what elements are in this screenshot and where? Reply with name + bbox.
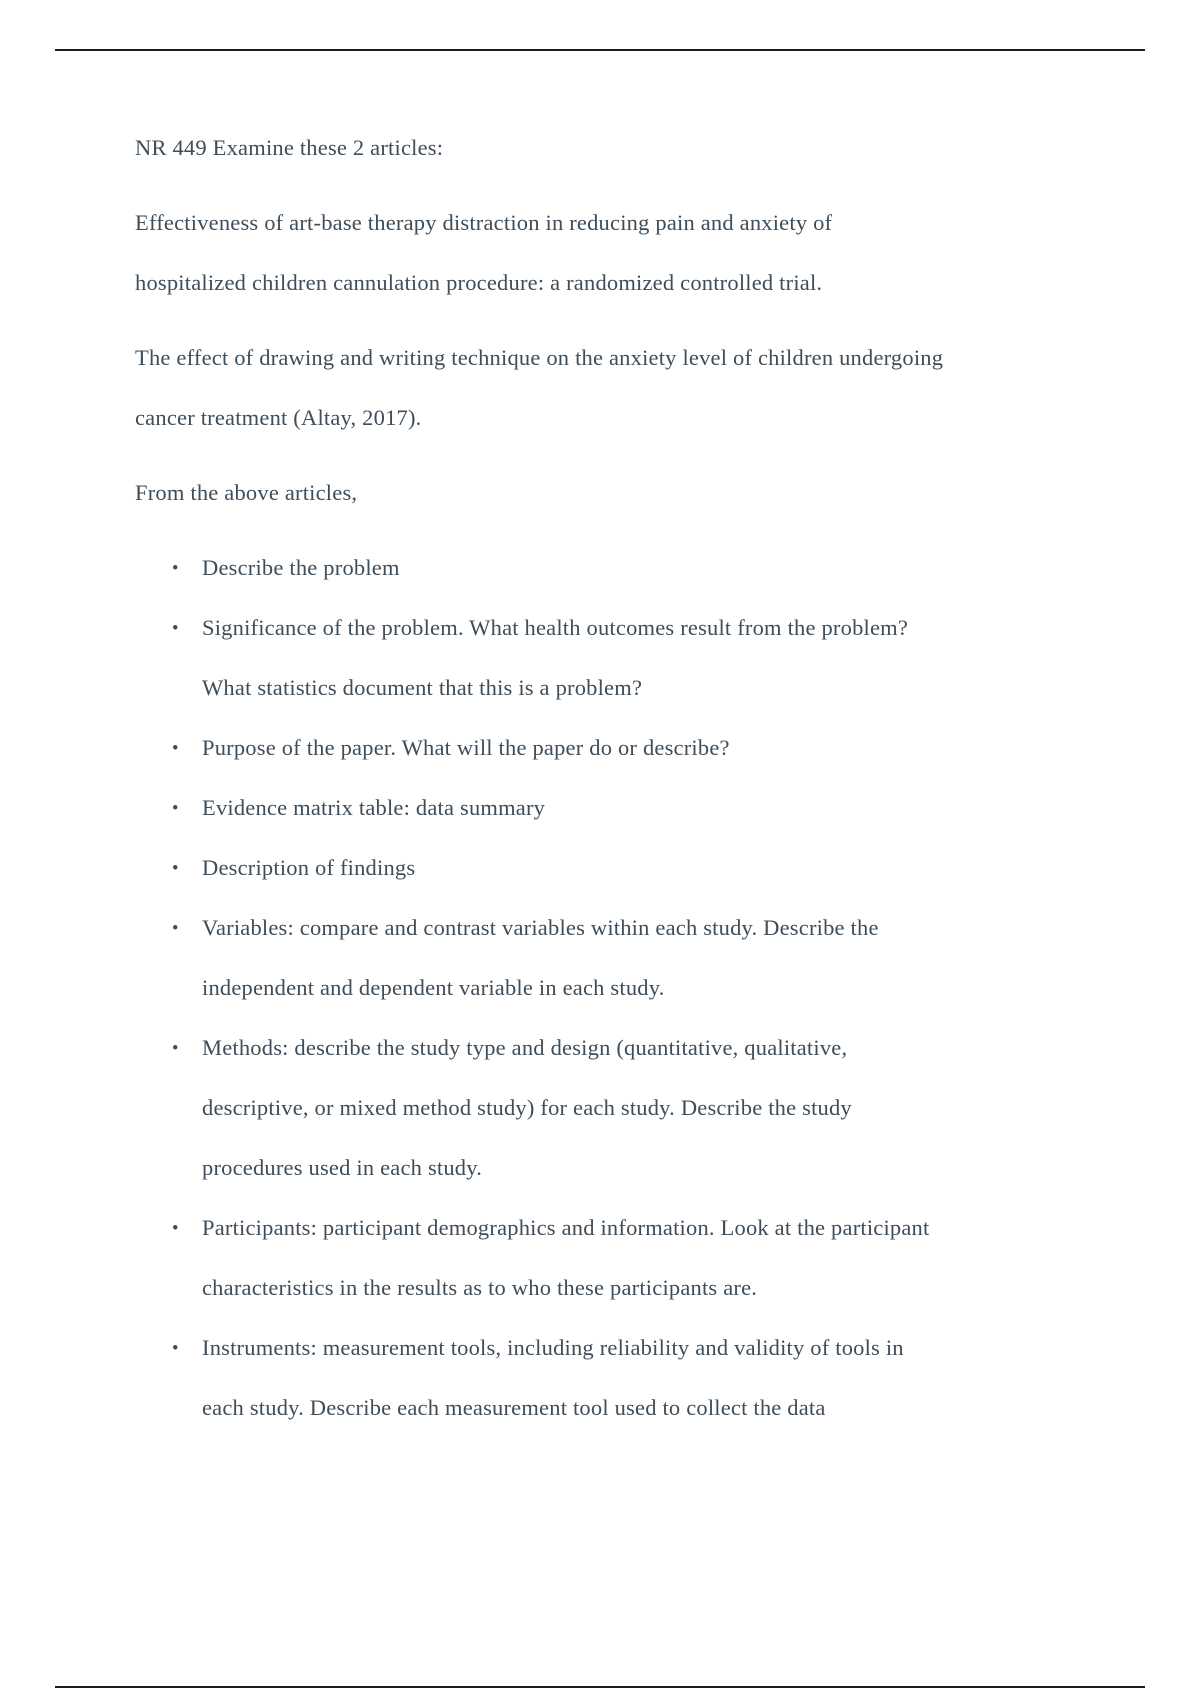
list-item: • Description of findings <box>170 838 948 898</box>
list-item: • Instruments: measurement tools, including reliability and validity of tools in each study. Describe each measurement tool used to collect the data <box>170 1318 948 1438</box>
document-heading: NR 449 Examine these 2 articles: <box>135 135 444 160</box>
assignment-bullet-list <box>170 538 975 1438</box>
list-item: • Significance of the problem. What health outcomes result from the problem? What statistics document that this is a problem? <box>170 598 948 718</box>
page-bottom-rule <box>55 1686 1145 1688</box>
list-item: • Variables: compare and contrast variables within each study. Describe the independent and dependent variable in each study. <box>170 898 948 1018</box>
list-item: • Describe the problem <box>170 538 948 598</box>
list-item: • Participants: participant demographics and information. Look at the participant characteristics in the results as to who these participants are. <box>170 1198 948 1318</box>
paragraph-intro: From the above articles, <box>135 480 358 505</box>
page-top-rule <box>55 49 1145 51</box>
list-item: • Purpose of the paper. What will the paper do or describe? <box>170 718 948 778</box>
document-body <box>135 118 975 1438</box>
paragraph-article-1: Effectiveness of art-base therapy distraction in reducing pain and anxiety of hospitalized children cannulation procedure: a randomized controlled trial. <box>135 210 833 295</box>
list-item: • Evidence matrix table: data summary <box>170 778 948 838</box>
list-item: • Methods: describe the study type and design (quantitative, qualitative, descriptive, or mixed method study) for each study. Describe the study procedures used in each study. <box>170 1018 948 1198</box>
paragraph-article-2: The effect of drawing and writing technique on the anxiety level of children undergoing cancer treatment (Altay, 2017). <box>135 345 944 430</box>
